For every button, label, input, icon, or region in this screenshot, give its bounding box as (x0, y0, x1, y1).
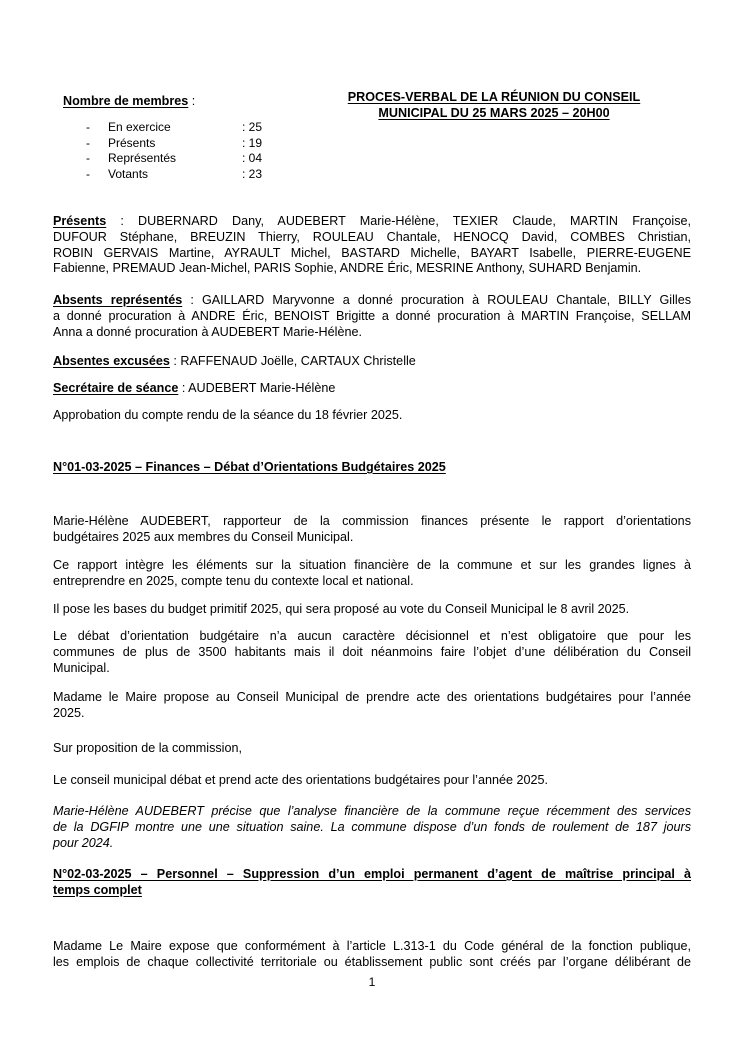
document-title-line2: MUNICIPAL DU 25 MARS 2025 – 20H00 (378, 106, 610, 121)
section1-p2 (53, 558, 691, 590)
paragraph-line: entreprendre en 2025, compte tenu du contexte local et national. (53, 573, 414, 588)
members-list (86, 120, 286, 182)
members-title-suffix: : (188, 94, 196, 108)
section1-p5 (53, 690, 691, 722)
excusees-paragraph (53, 354, 691, 370)
list-dash: - (86, 135, 90, 150)
section2-heading (53, 867, 691, 899)
members-label: Représentés (108, 151, 177, 166)
members-label: Votants (108, 166, 149, 181)
paragraph-line: Ce rapport intègre les éléments sur la situation financière de la commune et sur les grandes lignes à (53, 558, 691, 572)
paragraph-line: Le débat d’orientation budgétaire n’a aucun caractère décisionnel et n’est obligatoire que pour les (53, 629, 691, 643)
members-row-exercice (86, 120, 286, 136)
paragraph-line: Municipal. (53, 660, 110, 675)
presents-text: : DUBERNARD Dany, AUDEBERT Marie-Hélène, TEXIER Claude, MARTIN Françoise, (106, 214, 691, 228)
paragraph-line: Marie-Hélène AUDEBERT, rapporteur de la commission finances présente le rapport d’orientations (53, 514, 691, 528)
presents-paragraph (53, 214, 691, 277)
section2-heading-text: temps complet (53, 882, 142, 897)
presents-label: Présents (53, 214, 107, 228)
paragraph-line: Madame le Maire propose au Conseil Municipal de prendre acte des orientations budgétaires pour l’année (53, 690, 691, 704)
page-number: 1 (368, 975, 376, 989)
section1-p8 (53, 804, 691, 851)
paragraph-line: de la DGFIP montre une une situation saine. La commune dispose d’un fonds de roulement de 187 jours (53, 819, 691, 834)
absents-label: Absents représentés (53, 293, 183, 307)
list-dash: - (86, 120, 90, 134)
absents-text: : GAILLARD Maryvonne a donné procuration à ROULEAU Chantale, BILLY Gilles (182, 293, 692, 307)
secretaire-label: Secrétaire de séance (53, 381, 179, 395)
excusees-label: Absentes excusées (53, 354, 170, 368)
secretaire-paragraph (53, 381, 691, 397)
approbation-paragraph: Approbation du compte rendu de la séance du 18 février 2025. (53, 408, 403, 422)
members-row-presents (86, 136, 286, 152)
excusees-text: : RAFFENAUD Joëlle, CARTAUX Christelle (169, 354, 416, 368)
absents-line: a donné procuration à ANDRE Éric, BENOIST Brigitte a donné procuration à MARTIN Françoise, SELLAM (53, 308, 691, 323)
presents-line: ROBIN GERVAIS Martine, AYRAULT Michel, BASTARD Michelle, BAYART Isabelle, PIERRE-EUGENE (53, 245, 691, 260)
section1-p1 (53, 514, 691, 546)
paragraph-line: les emplois de chaque collectivité territoriale ou établissement public sont créés par l’organe délibérant de (53, 954, 691, 969)
document-title-line1: PROCES-VERBAL DE LA RÉUNION DU CONSEIL (347, 90, 641, 104)
members-label: Présents (108, 135, 156, 150)
paragraph-line: pour 2024. (53, 835, 114, 850)
absents-paragraph (53, 293, 691, 340)
list-dash: - (86, 151, 90, 166)
secretaire-text: : AUDEBERT Marie-Hélène (178, 381, 336, 395)
section1-p4 (53, 629, 691, 676)
section1-heading (53, 460, 691, 476)
members-title (63, 94, 195, 110)
paragraph-line: budgétaires 2025 aux membres du Conseil Municipal. (53, 529, 354, 544)
paragraph-line: Marie-Hélène AUDEBERT précise que l’analyse financière de la commune reçue récemment des services (53, 804, 691, 818)
paragraph-line: 2025. (53, 705, 85, 720)
section2-heading-line (53, 883, 691, 899)
members-row-votants (86, 167, 286, 183)
members-label: En exercice (108, 120, 171, 134)
section2-p1 (53, 939, 691, 971)
section1-p3: Il pose les bases du budget primitif 2025, qui sera proposé au vote du Conseil Municipal le 8 avril 2025. (53, 602, 630, 616)
section1-p6: Sur proposition de la commission, (53, 741, 242, 755)
members-value: : 04 (242, 151, 263, 166)
absents-line (53, 293, 691, 309)
section2-heading-line: N°02-03-2025 – Personnel – Suppression d’un emploi permanent d’agent de maîtrise principal à (53, 867, 691, 881)
section1-p7: Le conseil municipal débat et prend acte des orientations budgétaires pour l’année 2025. (53, 773, 548, 787)
members-value: : 19 (242, 135, 263, 150)
document-title (300, 89, 688, 122)
presents-line: Fabienne, PREMAUD Jean-Michel, PARIS Sophie, ANDRE Éric, MESRINE Anthony, SUHARD Benjamin. (53, 261, 642, 276)
section1-heading-text: N°01-03-2025 – Finances – Débat d’Orientations Budgétaires 2025 (53, 460, 446, 474)
presents-line: DUFOUR Stéphane, BREUZIN Thierry, ROULEAU Chantale, HENOCQ David, COMBES Christian, (53, 229, 691, 244)
members-title-label: Nombre de membres (63, 94, 189, 108)
paragraph-line: Madame Le Maire expose que conformément à l’article L.313-1 du Code général de la fonction publique, (53, 939, 691, 953)
members-value: : 23 (242, 166, 263, 181)
list-dash: - (86, 166, 90, 181)
members-value: : 25 (242, 120, 263, 134)
absents-line: Anna a donné procuration à AUDEBERT Marie-Hélène. (53, 324, 362, 339)
presents-line (53, 214, 691, 230)
members-row-representes (86, 151, 286, 167)
paragraph-line: communes de plus de 3500 habitants mais il doit néanmoins faire l’objet d’une délibération du Conseil (53, 644, 691, 659)
